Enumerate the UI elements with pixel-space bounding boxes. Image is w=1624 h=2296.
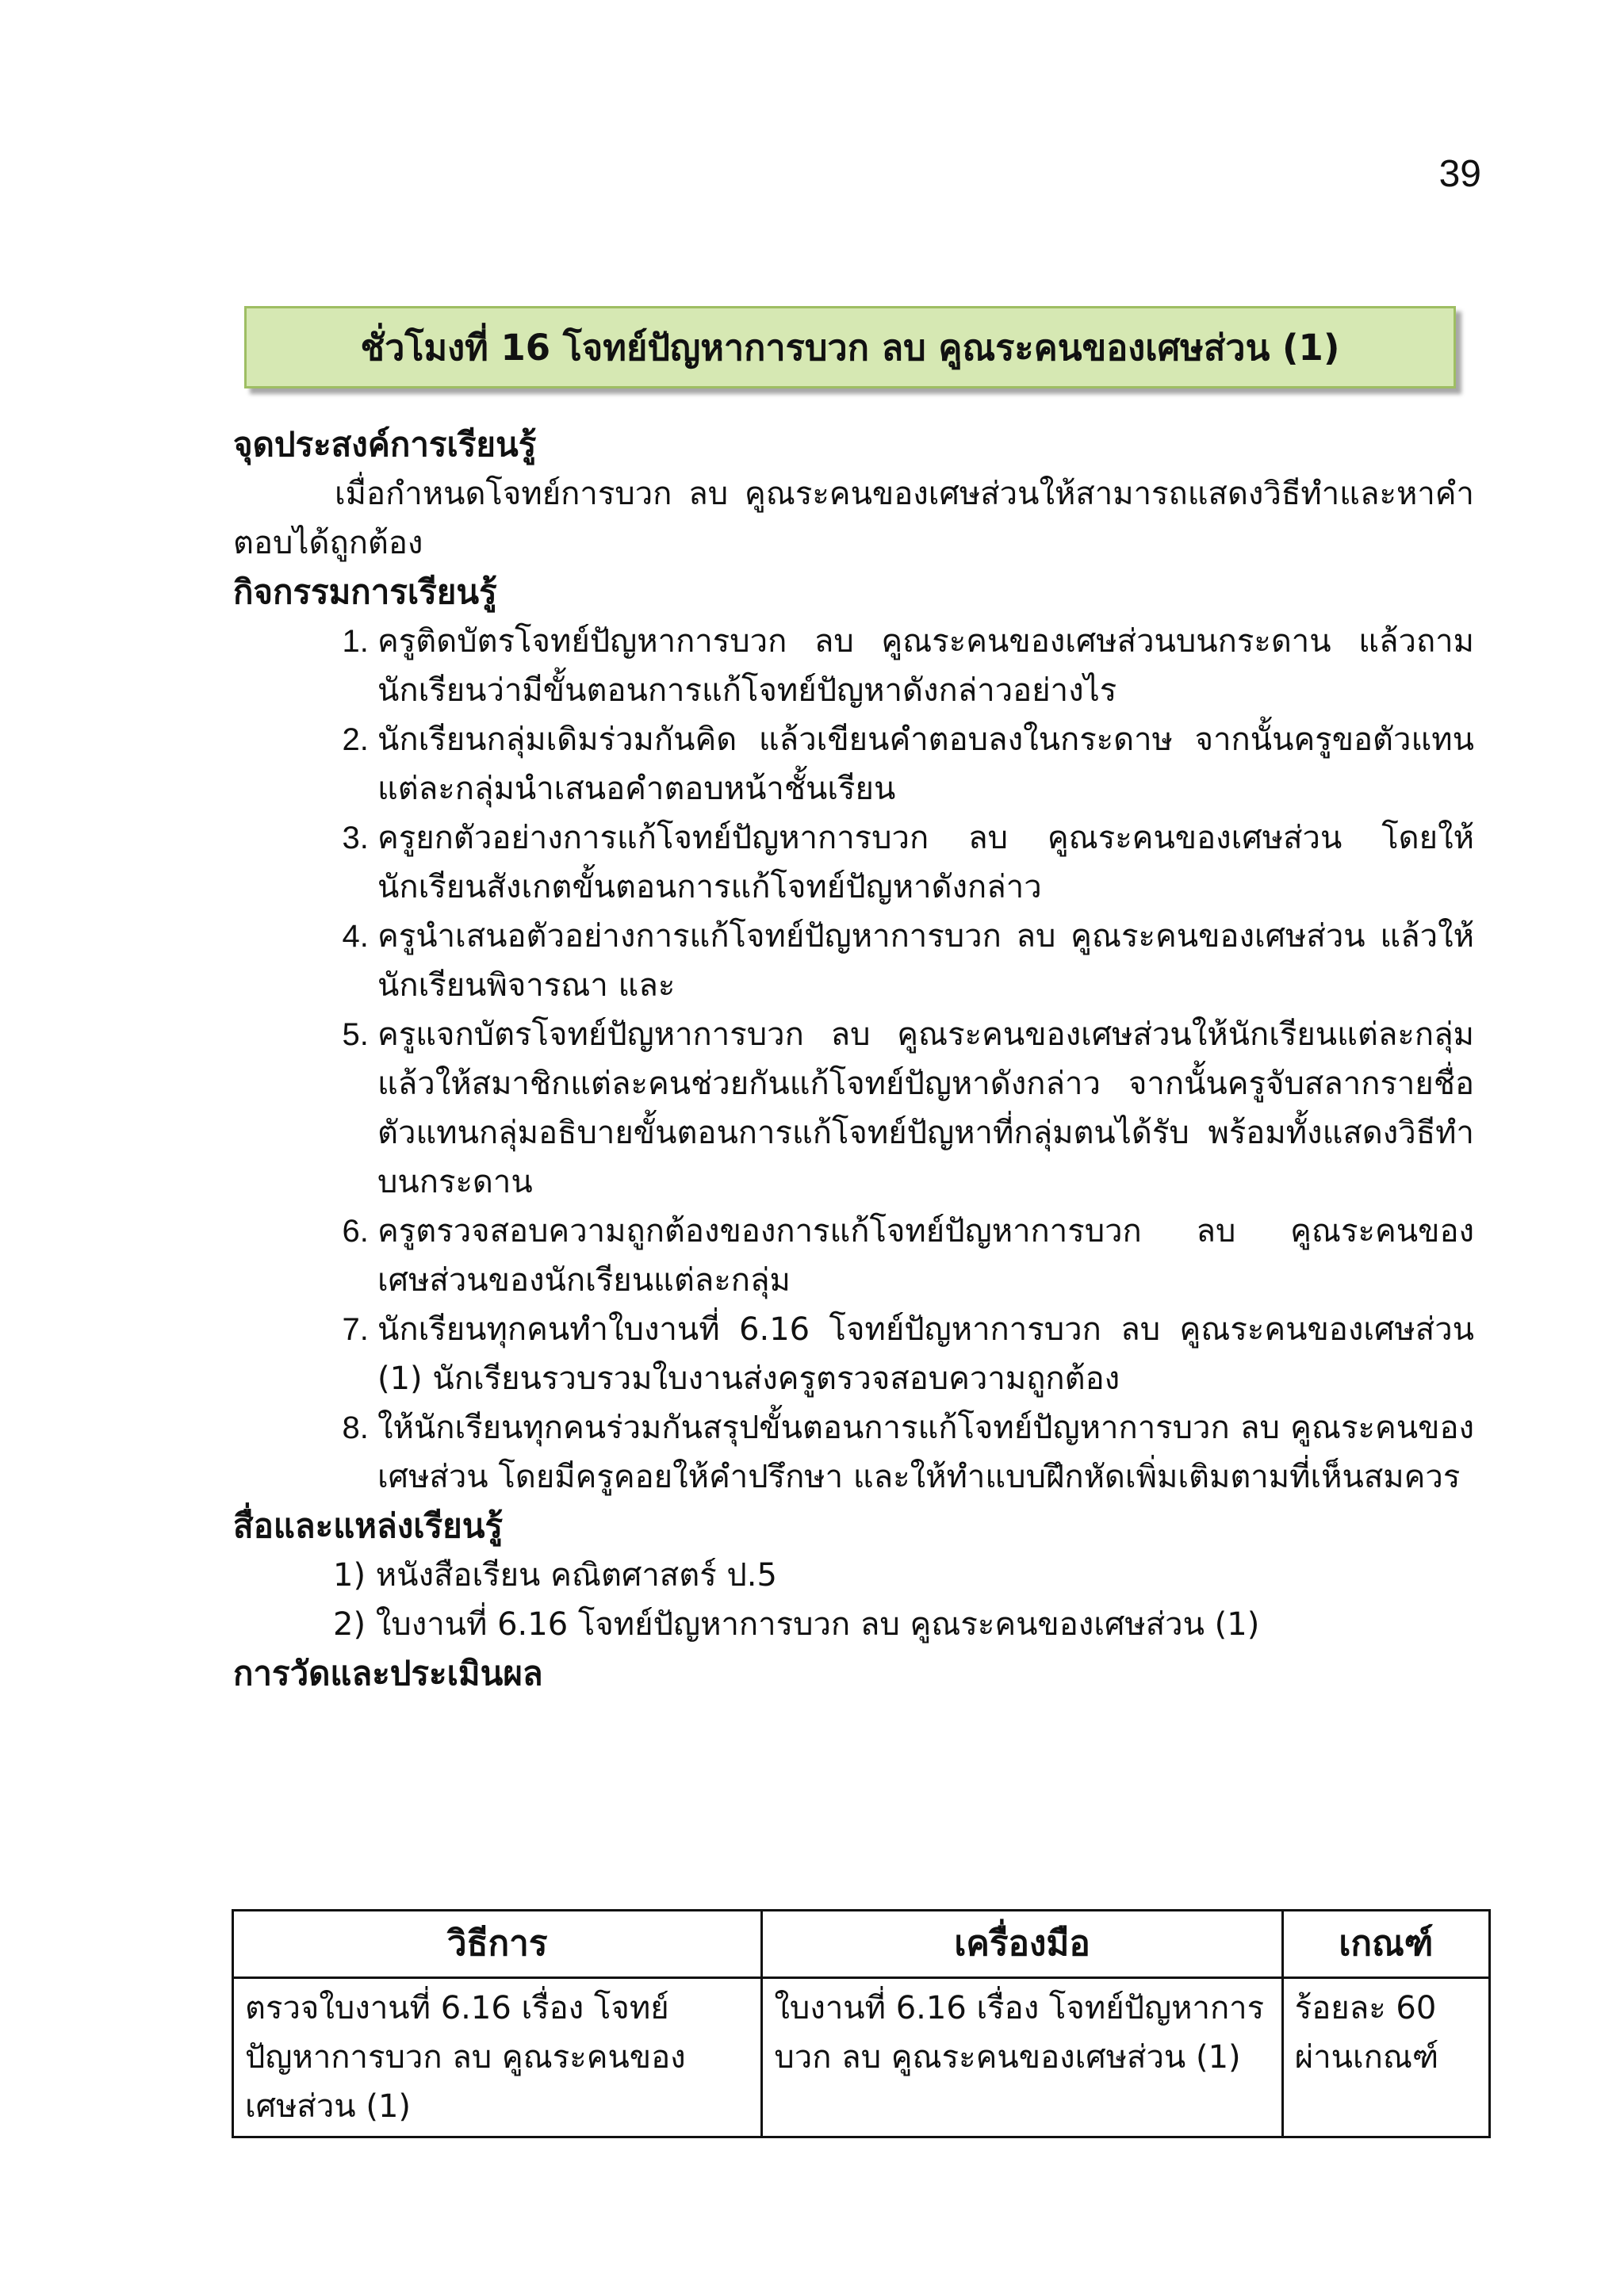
page-number: 39 bbox=[1438, 153, 1481, 195]
activities-heading: กิจกรรมการเรียนรู้ bbox=[233, 572, 497, 611]
column-header-tool: เครื่องมือ bbox=[762, 1911, 1282, 1978]
activity-item: 8. ให้นักเรียนทุกคนร่วมกันสรุปขั้นตอนการแก้โจทย์ปัญหาการบวก ลบ คูณระคนของเศษส่วน โดยมีครูคอยให้คำปรึกษา และให้ทำแบบฝึกหัดเพิ่มเติมตามที่เห็นสมควร bbox=[377, 1403, 1474, 1502]
media-list bbox=[233, 1551, 1474, 1649]
media-heading: สื่อและแหล่งเรียนรู้ bbox=[233, 1506, 504, 1545]
column-header-method: วิธีการ bbox=[233, 1911, 762, 1978]
media-item: 1) หนังสือเรียน คณิตศาสตร์ ป.5 bbox=[333, 1557, 777, 1594]
column-header-criteria: เกณฑ์ bbox=[1282, 1911, 1489, 1978]
activity-item: 2. นักเรียนกลุ่มเดิมร่วมกันคิด แล้วเขียนคำตอบลงในกระดาษ จากนั้นครูขอตัวแทนแต่ละกลุ่มนำเสนอคำตอบหน้าชั้นเรียน bbox=[377, 715, 1474, 813]
cell-criteria: ร้อยละ 60 ผ่านเกณฑ์ bbox=[1282, 1978, 1489, 2137]
activity-item: 4. ครูนำเสนอตัวอย่างการแก้โจทย์ปัญหาการบวก ลบ คูณระคนของเศษส่วน แล้วให้นักเรียนพิจารณา และ bbox=[377, 912, 1474, 1010]
table-row bbox=[233, 1978, 1490, 2137]
activity-item: 5. ครูแจกบัตรโจทย์ปัญหาการบวก ลบ คูณระคนของเศษส่วนให้นักเรียนแต่ละกลุ่ม แล้วให้สมาชิกแต่ละคนช่วยกันแก้โจทย์ปัญหาดังกล่าว จากนั้นครูจับสลากรายชื่อตัวแทนกลุ่มอธิบายขั้นตอนการแก้โจทย์ปัญหาที่กลุ่มตนได้รับ พร้อมทั้งแสดงวิธีทำบนกระดาน bbox=[377, 1010, 1474, 1207]
lesson-title-box bbox=[244, 306, 1456, 388]
lesson-title: ชั่วโมงที่ 16 โจทย์ปัญหาการบวก ลบ คูณระคนของเศษส่วน (1) bbox=[360, 327, 1340, 369]
objectives-heading: จุดประสงค์การเรียนรู้ bbox=[233, 425, 537, 464]
evaluation-heading: การวัดและประเมินผล bbox=[233, 1654, 543, 1693]
activity-item: 6. ครูตรวจสอบความถูกต้องของการแก้โจทย์ปัญหาการบวก ลบ คูณระคนของเศษส่วนของนักเรียนแต่ละกลุ่ม bbox=[377, 1207, 1474, 1305]
activities-list bbox=[233, 617, 1474, 1502]
cell-tool: ใบงานที่ 6.16 เรื่อง โจทย์ปัญหาการบวก ลบ คูณระคนของเศษส่วน (1) bbox=[762, 1978, 1282, 2137]
activity-item: 7. นักเรียนทุกคนทำใบงานที่ 6.16 โจทย์ปัญหาการบวก ลบ คูณระคนของเศษส่วน (1) นักเรียนรวบรวมใบงานส่งครูตรวจสอบความถูกต้อง bbox=[377, 1305, 1474, 1403]
evaluation-table bbox=[232, 1909, 1491, 2138]
media-item: 2) ใบงานที่ 6.16 โจทย์ปัญหาการบวก ลบ คูณระคนของเศษส่วน (1) bbox=[333, 1606, 1260, 1643]
activity-item: 1. ครูติดบัตรโจทย์ปัญหาการบวก ลบ คูณระคนของเศษส่วนบนกระดาน แล้วถามนักเรียนว่ามีขั้นตอนการแก้โจทย์ปัญหาดังกล่าวอย่างไร bbox=[377, 617, 1474, 715]
cell-method: ตรวจใบงานที่ 6.16 เรื่อง โจทย์ปัญหาการบวก ลบ คูณระคนของเศษส่วน (1) bbox=[233, 1978, 762, 2137]
lesson-content bbox=[233, 420, 1474, 1698]
objectives-text: เมื่อกำหนดโจทย์การบวก ลบ คูณระคนของเศษส่วนให้สามารถแสดงวิธีทำและหาคำตอบได้ถูกต้อง bbox=[233, 476, 1474, 561]
table-header-row bbox=[233, 1911, 1490, 1978]
activity-item: 3. ครูยกตัวอย่างการแก้โจทย์ปัญหาการบวก ลบ คูณระคนของเศษส่วน โดยให้นักเรียนสังเกตขั้นตอนการแก้โจทย์ปัญหาดังกล่าว bbox=[377, 813, 1474, 912]
